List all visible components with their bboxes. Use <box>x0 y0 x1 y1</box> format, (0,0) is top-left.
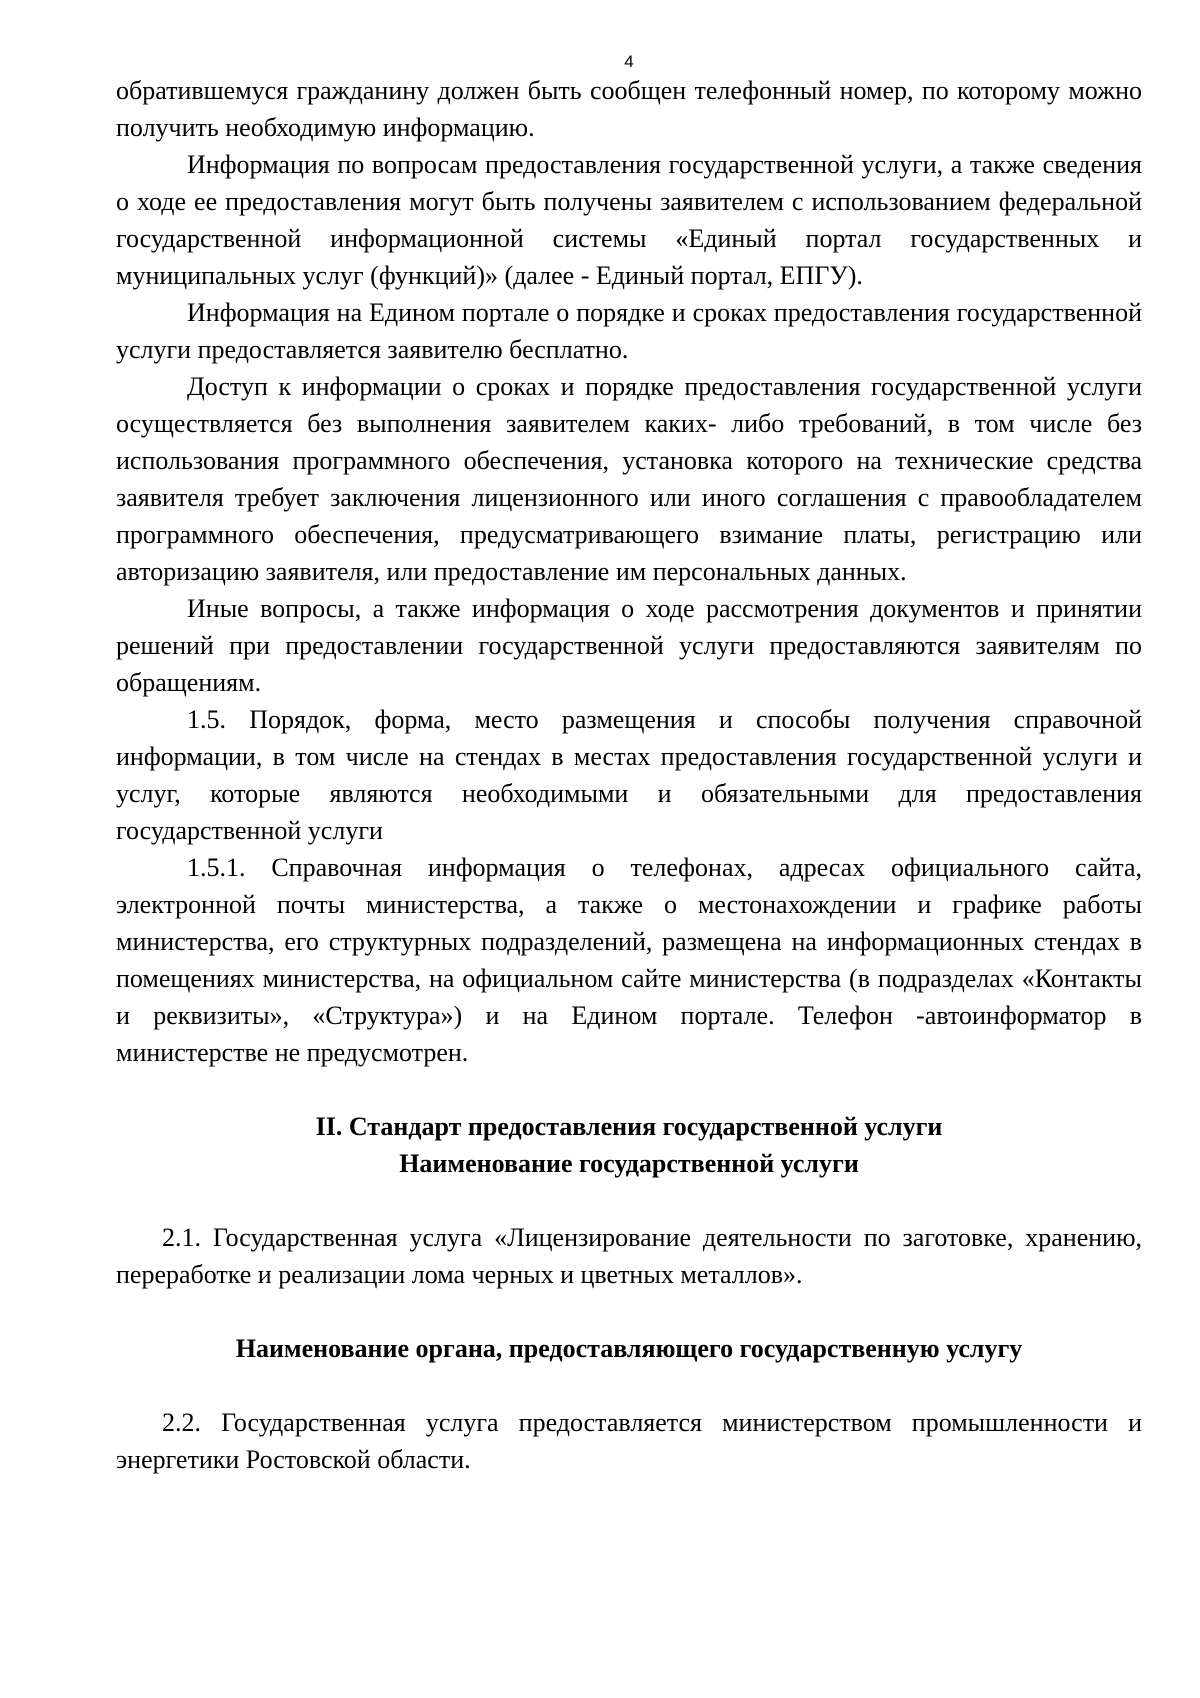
paragraph-access: Доступ к информации о сроках и порядке предоставления государственной услуги осуществляется без выполнения заявителем каких- либо требований, в том числе без использования программного обеспечения, установка которого на технические средства заявителя требует заключения лицензионного или иного соглашения с правообладателем программного обеспечения, предусматривающего взимание платы, регистрацию или авторизацию заявителя, или предоставление им персональных данных. <box>116 372 1142 586</box>
section-subtitle: Наименование государственной услуги <box>399 1149 859 1178</box>
page-number: 4 <box>624 52 634 71</box>
paragraph-1-5: 1.5. Порядок, форма, место размещения и способы получения справочной информации, в том числе на стендах в местах предоставления государственной услуги и услуг, которые являются необходимыми и обязательными для предоставления государственной услуги <box>116 705 1142 845</box>
organ-heading-block <box>116 1330 1142 1367</box>
paragraph-other-questions: Иные вопросы, а также информация о ходе рассмотрения документов и принятии решений при предоставлении государственной услуги предоставляются заявителям по обращениям. <box>116 594 1142 697</box>
paragraph-epgu-info: Информация по вопросам предоставления государственной услуги, а также сведения о ходе ее предоставления могут быть получены заявителем с использованием федеральной государственной информационной системы «Единый портал государственных и муниципальных услуг (функций)» (далее - Единый портал, ЕПГУ). <box>116 150 1142 290</box>
paragraph-continuation: обратившемуся гражданину должен быть сообщен телефонный номер, по которому можно получить необходимую информацию. <box>116 76 1142 142</box>
organ-heading: Наименование органа, предоставляющего государственную услугу <box>235 1334 1023 1363</box>
section-title: II. Стандарт предоставления государственной услуги <box>315 1112 943 1141</box>
paragraph-free-info: Информация на Едином портале о порядке и сроках предоставления государственной услуги предоставляется заявителю бесплатно. <box>116 298 1142 364</box>
paragraph-2-2: 2.2. Государственная услуга предоставляется министерством промышленности и энергетики Ростовской области. <box>116 1408 1142 1474</box>
paragraph-1-5-1: 1.5.1. Справочная информация о телефонах, адресах официального сайта, электронной почты министерства, а также о местонахождении и графике работы министерства, его структурных подразделений, размещена на информационных стендах в помещениях министерства, на официальном сайте министерства (в подразделах «Контакты и реквизиты», «Структура») и на Едином портале. Телефон -автоинформатор в министерстве не предусмотрен. <box>116 853 1142 1067</box>
section-heading <box>116 1108 1142 1182</box>
paragraph-2-1: 2.1. Государственная услуга «Лицензирование деятельности по заготовке, хранению, переработке и реализации лома черных и цветных металлов». <box>116 1223 1142 1289</box>
